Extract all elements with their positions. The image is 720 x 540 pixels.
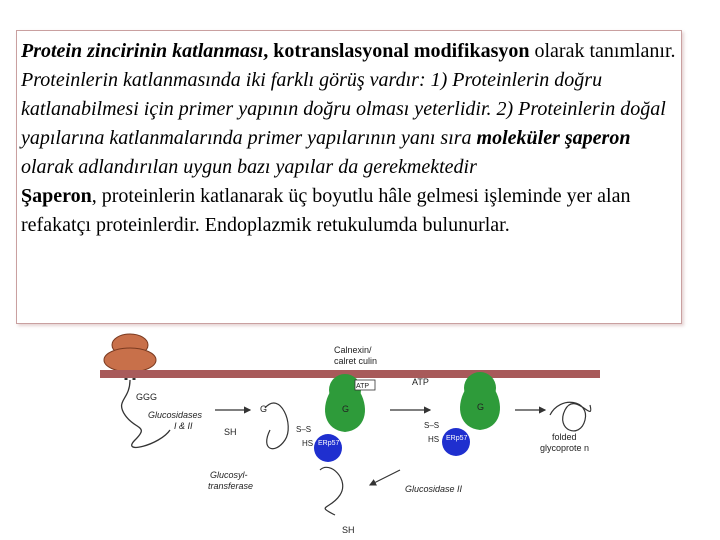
- sh-label-1: SH: [224, 427, 237, 437]
- glucosidases-label-2: I & II: [174, 421, 193, 431]
- g-label-1: G: [260, 404, 268, 414]
- p3-bold: Şaperon: [21, 185, 92, 207]
- calnexin-complex-1: [296, 374, 375, 462]
- chaperone-folding-diagram: [90, 330, 630, 540]
- glucosyl-label-2: transferase: [208, 481, 254, 491]
- chain-2: [265, 403, 288, 449]
- folded-label-2: glycoprote n: [540, 443, 590, 453]
- paragraph-2: [21, 66, 677, 182]
- paragraph-3: [21, 182, 677, 240]
- calnexin-label-2: calret culin: [334, 356, 378, 366]
- hs-label-2: HS: [428, 435, 440, 444]
- p1-bold: , kotranslasyonal modifikasyon: [263, 40, 530, 62]
- calnexin-complex-2: [424, 372, 500, 456]
- glucosidases-label-1: Glucosidases: [148, 410, 203, 420]
- calnexin-label-1: Calnexin/: [334, 345, 372, 355]
- ss-label-1: S–S: [296, 425, 312, 434]
- p2-bold: moleküler şaperon: [476, 127, 631, 149]
- hs-label-1: HS: [302, 439, 314, 448]
- arrow-4: [370, 470, 400, 485]
- atp-label: ATP: [412, 377, 429, 387]
- folded-protein: [550, 402, 591, 431]
- paragraph-1: [21, 37, 677, 66]
- p1-rest: olarak tanımlanır.: [534, 40, 676, 62]
- ggg-label: GGG: [136, 392, 158, 402]
- sh-label-2: SH: [342, 525, 355, 535]
- folded-label-1: folded: [552, 432, 577, 442]
- text-box: [16, 30, 682, 324]
- g-label-2: G: [342, 404, 350, 414]
- p3-rest: , proteinlerin katlanarak üç boyutlu hâle gelmesi işleminde yer alan refakatçı proteinlerdir. Endoplazmik retukulumda bulunurlar.: [21, 185, 631, 236]
- p2-b: olarak adlandırılan uygun bazı yapılar da gerekmektedir: [21, 156, 477, 178]
- erp57-label-2: ERp57: [446, 435, 468, 442]
- unfolded-chain: [320, 467, 343, 515]
- glucosidase-ii-label: Glucosidase II: [405, 484, 463, 494]
- glucosyl-label-1: Glucosyl-: [210, 470, 248, 480]
- ss-label-2: S–S: [424, 421, 440, 430]
- atp-box-label: ATP: [356, 383, 370, 390]
- erp57-label-1: ERp57: [318, 440, 340, 447]
- g-label-3: G: [477, 402, 485, 412]
- p2-a: Proteinlerin katlanmasında iki farklı görüş vardır: 1) Proteinlerin doğru katlanabilmesi için primer yapının doğru olması yeterlidir. 2) Proteinlerin doğal yapılarına katlanmalarında primer yapılarının yanı sıra: [21, 69, 666, 149]
- p1-bold-italic: Protein zincirinin katlanması: [21, 40, 264, 62]
